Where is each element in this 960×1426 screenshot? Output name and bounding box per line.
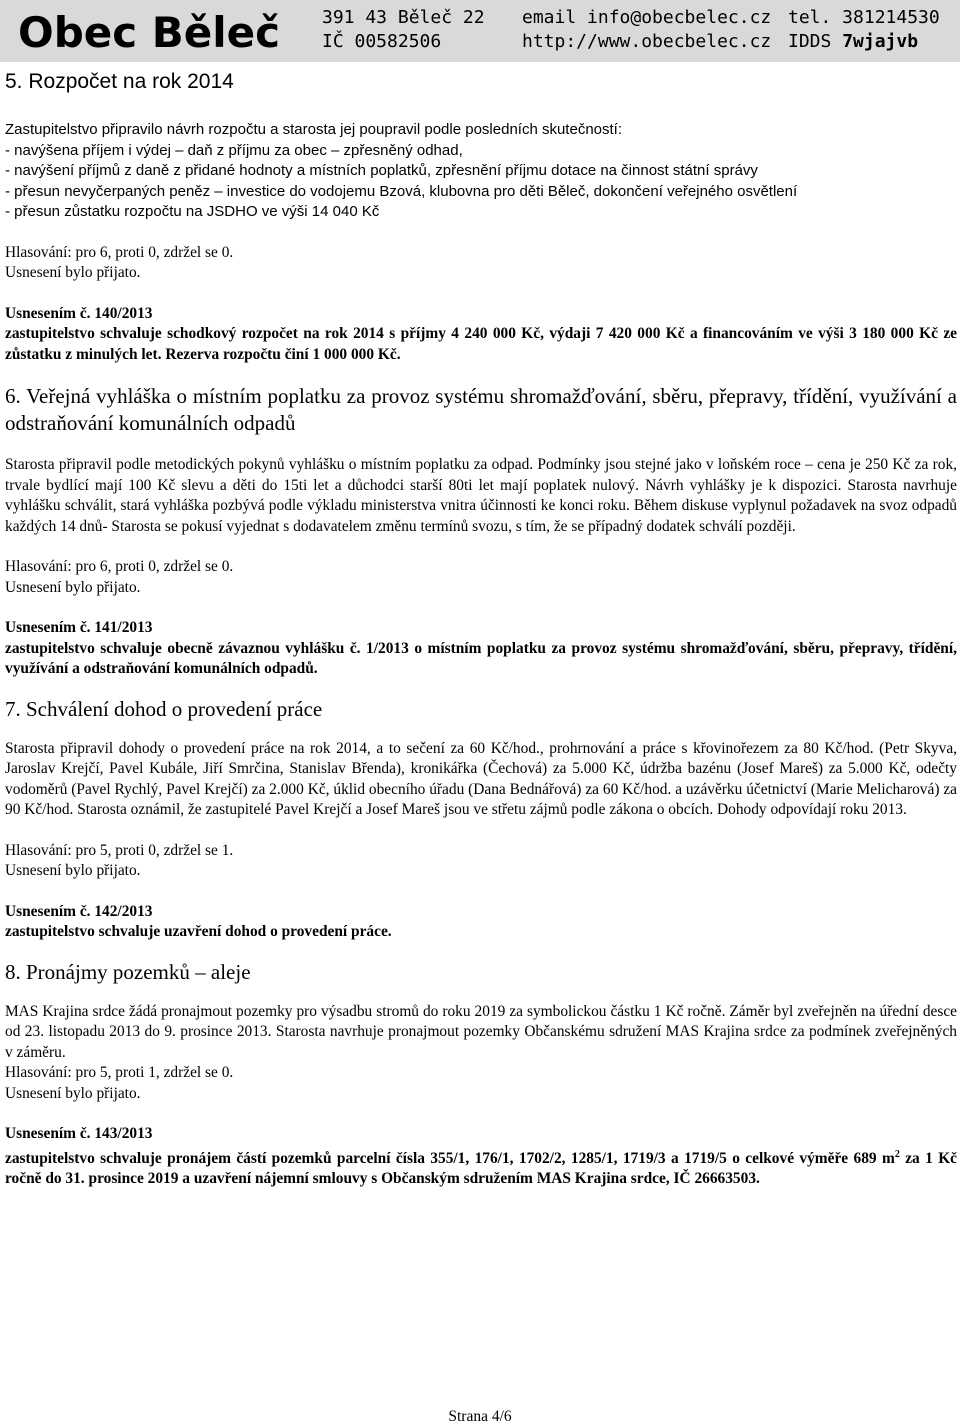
website: http://www.obecbelec.cz bbox=[522, 31, 772, 52]
letterhead bbox=[0, 0, 960, 62]
section-8-body: MAS Krajina srdce žádá pronajmout pozemky pro výsadbu stromů do roku 2019 za symbolickou částku 1 Kč ročně. Záměr byl zveřejněn na úřední desce od 23. listopadu 2013 do 9. prosince 2013. Starosta navrhuje pronajmout pozemky Občanskému sdružení MAS Krajina srdce za podmínek zveřejněných v záměru. bbox=[5, 1002, 957, 1061]
vote-result: Hlasování: pro 6, proti 0, zdržel se 0. bbox=[5, 558, 234, 575]
document-body bbox=[5, 66, 957, 1190]
idds-label: IDDS bbox=[788, 31, 832, 52]
intro-line: - přesun nevyčerpaných peněz – investice do vodojemu Bzová, klubovna pro děti Běleč, dokončení veřejného osvětlení bbox=[5, 182, 798, 200]
resolution-text: zastupitelstvo schvaluje uzavření dohod o provedení práce. bbox=[5, 923, 392, 940]
intro-line: - navýšení příjmů z daně z přidané hodnoty a místních poplatků, zpřesnění příjmu dotace na činnost státní správy bbox=[5, 162, 758, 179]
vote-result: Hlasování: pro 5, proti 1, zdržel se 0. bbox=[5, 1064, 234, 1081]
intro-line: Zastupitelstvo připravilo návrh rozpočtu a starosta jej poupravil podle posledních skutečností: bbox=[5, 121, 622, 138]
ico: IČ 00582506 bbox=[322, 31, 442, 52]
square-meter-exponent: 2 bbox=[894, 1148, 900, 1160]
idds bbox=[788, 30, 940, 54]
resolution-text: zastupitelstvo schvaluje obecně závaznou vyhlášku č. 1/2013 o místním poplatku za provoz systému shromažďování, sběru, přepravy, třídění, využívání a odstraňování komunálních odpadů. bbox=[5, 639, 957, 677]
resolution-number: Usnesením č. 143/2013 bbox=[5, 1125, 153, 1142]
resolution-number: Usnesením č. 142/2013 bbox=[5, 902, 153, 920]
phone-block bbox=[788, 6, 940, 54]
section-8-title: 8. Pronájmy pozemků – aleje bbox=[5, 959, 251, 984]
email: email info@obecbelec.cz bbox=[522, 7, 772, 28]
address: 391 43 Běleč 22 bbox=[322, 7, 485, 28]
resolution-text-end: za 1 Kč ročně do 31. prosince 2019 a uzavření nájemní smlouvy s Občanským sdružením MAS Krajina srdce, IČ 26663503. bbox=[5, 1149, 957, 1188]
vote-result: Hlasování: pro 6, proti 0, zdržel se 0. bbox=[5, 243, 234, 261]
address-block bbox=[322, 6, 485, 54]
contact-block bbox=[522, 6, 771, 54]
resolution-number: Usnesením č. 141/2013 bbox=[5, 619, 153, 636]
section-7-body: Starosta připravil dohody o provedení práce na rok 2014, a to sečení za 60 Kč/hod., prohrnování a práce s křovinořezem za 80 Kč/hod. (Petr Skyva, Jaroslav Krejčí, Pavel Kubále, Jiří Smrčina, Stanislav Břenda), kronikářka (Čechová) za 5.000 Kč, údržba bazénu (Josef Mareš) za 5.000 Kč, odečty vodoměrů (Pavel Rychlý, Pavel Krejčí) za 2.000 Kč, úklid obecního úřadu (Dana Bednářová) za 60 Kč/hod. a uzávěrku účetnictví (Marie Melicharová) za 90 Kč/hod. Starosta oznámil, že zastupitelé Pavel Krejčí a Josef Mareš jsou ve střetu zájmů podle zákona o obcích. Dohody odpovídají roku 2013. bbox=[5, 739, 957, 818]
resolution-text-start: zastupitelstvo schvaluje pronájem částí pozemků parcelní čísla 355/1, 176/1, 1702/2, 1285/1, 1719/3 a 1719/5 o celkové výměře 689 m bbox=[5, 1149, 895, 1167]
section-6-title: 6. Veřejná vyhláška o místním poplatku za provoz systému shromažďování, sběru, přepravy, třídění, využívání a odstraňování komunálních odpadů bbox=[5, 384, 957, 435]
intro-line: - přesun zůstatku rozpočtu na JSDHO ve výši 14 040 Kč bbox=[5, 203, 380, 220]
resolution-status: Usnesení bylo přijato. bbox=[5, 1084, 141, 1102]
section-5-intro bbox=[5, 120, 957, 223]
section-7-title: 7. Schválení dohod o provedení práce bbox=[5, 696, 323, 721]
municipality-logo: Obec Běleč bbox=[18, 8, 281, 57]
resolution-text: zastupitelstvo schvaluje schodkový rozpočet na rok 2014 s příjmy 4 240 000 Kč, výdaji 7 420 000 Kč a financováním ve výši 3 180 000 Kč ze zůstatku z minulých let. Rezerva rozpočtu činí 1 000 000 Kč. bbox=[5, 325, 957, 363]
resolution-status: Usnesení bylo přijato. bbox=[5, 264, 141, 281]
resolution-text bbox=[5, 1145, 957, 1190]
telephone: tel. 381214530 bbox=[788, 7, 940, 28]
section-5-title: 5. Rozpočet na rok 2014 bbox=[5, 70, 234, 93]
resolution-status: Usnesení bylo přijato. bbox=[5, 862, 141, 879]
vote-result: Hlasování: pro 5, proti 0, zdržel se 1. bbox=[5, 841, 234, 859]
resolution-status: Usnesení bylo přijato. bbox=[5, 578, 141, 596]
idds-value: 7wjajvb bbox=[842, 31, 919, 52]
resolution-number: Usnesením č. 140/2013 bbox=[5, 304, 153, 322]
section-6-body: Starosta připravil podle metodických pokynů vyhlášku o místním poplatku za odpad. Podmínky jsou stejné jako v loňském roce – cena je 250 Kč za rok, trvale bydlící mají 100 Kč slevu a děti do 15ti let a důchodci starší 80ti let mají poplatek nulový. Návrh vyhlášky je k dispozici. Starosta navrhuje vyhlášku schválit, stará vyhláška pozbývá podle výkladu ministerstva vnitra účinnosti ke konci roku. Během diskuse vyplynul požadavek na svoz odpadů každých 14 dnů- Starosta se pokusí vyjednat s dodavatelem změnu termínů svozu, s tím, že se případný dodatek schválí později. bbox=[5, 456, 957, 535]
page-number: Strana 4/6 bbox=[448, 1408, 512, 1425]
intro-line: - navýšena příjem i výdej – daň z příjmu za obec – zpřesněný odhad, bbox=[5, 141, 463, 159]
